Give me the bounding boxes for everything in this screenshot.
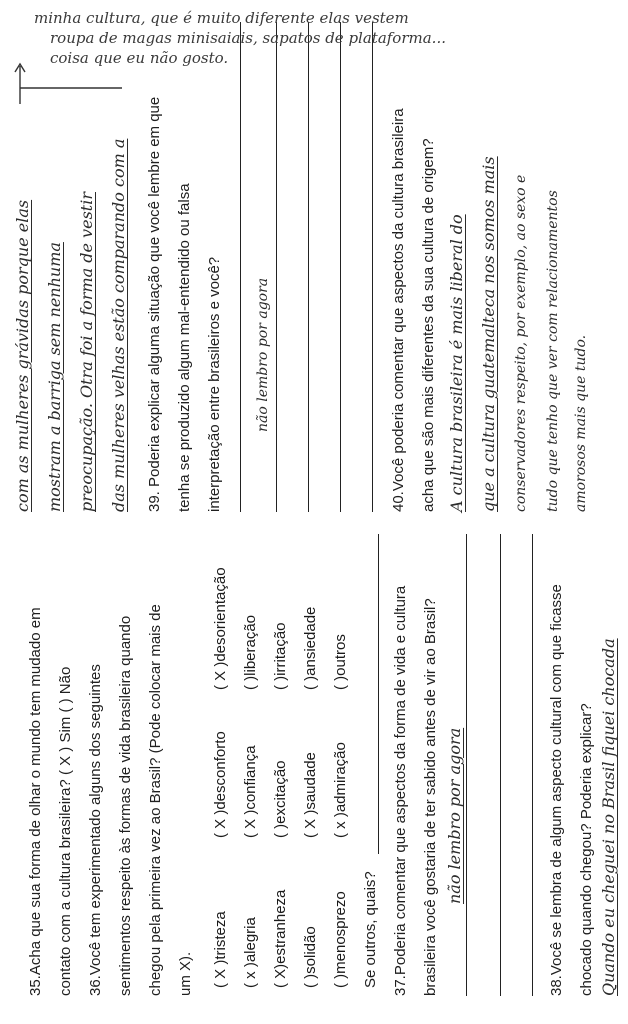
option-ansiedade: ( )ansiedade xyxy=(302,606,319,690)
q39-line-3: interpretação entre brasileiros e você? xyxy=(206,256,223,512)
q39-answer: não lembro por agora xyxy=(255,277,271,432)
option-tristeza: ( X )tristeza xyxy=(212,911,229,988)
q37-rule-2 xyxy=(500,534,501,996)
note-line-1: minha cultura, que é muito diferente elas vestem xyxy=(34,9,409,27)
option-solidao: ( )solidão xyxy=(302,926,319,988)
q40-answer-5: amorosos mais que tudo. xyxy=(573,334,589,512)
q38-answer-cont-4: das mulheres velhas estão comparando com a xyxy=(109,138,128,512)
note-arrow-icon xyxy=(14,58,124,106)
q38-answer: Quando eu cheguei no Brasil fiquei chocada xyxy=(599,638,618,996)
option-alegria: ( x )alegria xyxy=(242,917,259,988)
q36-line-3: chegou pela primeira vez ao Brasil? (Pode colocar mais de xyxy=(147,604,164,996)
option-estranheza: ( X)estranheza xyxy=(272,889,289,988)
q40-answer-2: que a cultura guatemalteca nos somos mais xyxy=(479,156,498,512)
q38-answer-cont-2: mostram a barriga sem nenhuma xyxy=(45,242,64,512)
q38-line-1: 38.Você se lembra de algum aspecto cultural com que ficasse xyxy=(548,584,565,996)
option-irritacao: ( )irritação xyxy=(272,622,289,690)
option-liberacao: ( )liberação xyxy=(242,614,259,690)
option-admiracao: ( x )admiração xyxy=(332,742,349,838)
q37-rule-1 xyxy=(466,534,467,996)
others-answer-line xyxy=(378,534,379,854)
option-menosprezo: ( )menosprezo xyxy=(332,891,349,988)
note-line-3: coisa que eu não gosto. xyxy=(50,49,229,67)
option-excitacao: ( )excitação xyxy=(272,760,289,838)
option-desorientacao: ( X )desorientação xyxy=(212,567,229,690)
q37-answer: não lembro por agora xyxy=(445,727,464,904)
q40-line-2: acha que são mais diferentes da sua cultura de origem? xyxy=(420,138,437,512)
q37-rule-3 xyxy=(532,534,533,996)
q40-answer-3: conservadores respeito, por exemplo, ao sexo e xyxy=(513,174,529,512)
note-line-2: roupa de magas minisaiais, sapatos de plataforma... xyxy=(50,29,446,47)
q36-line-2: sentimentos respeito às formas de vida brasileira quando xyxy=(117,615,134,996)
q40-answer-4: tudo que tenho que ver com relacionamentos xyxy=(545,190,561,512)
left-column xyxy=(0,524,628,1024)
q38-answer-cont-1: com as mulheres grávidas porque elas xyxy=(13,199,32,512)
q40-line-1: 40.Você poderia comentar que aspectos da cultura brasileira xyxy=(390,108,407,512)
q35-line-1: 35.Acha que sua forma de olhar o mundo tem mudado em xyxy=(27,607,44,996)
q37-line-2: brasileira você gostaria de ter sabido antes de vir ao Brasil? xyxy=(422,598,439,996)
others-label: Se outros, quais? xyxy=(362,871,379,988)
q39-line-1: 39. Poderia explicar alguma situação que você lembre em que xyxy=(146,96,163,512)
q36-line-1: 36.Você tem experimentado alguns dos seguintes xyxy=(87,664,104,996)
q39-line-2: tenha se produzido algum mal-entendido ou falsa xyxy=(176,183,193,512)
option-outros: ( )outros xyxy=(332,634,349,690)
q36-line-4: um X). xyxy=(177,951,194,996)
q35-line-2: contato com a cultura brasileira? ( X ) Sim ( ) Não xyxy=(57,666,74,996)
option-confianca: ( X )confiança xyxy=(242,745,259,838)
option-saudade: ( X )saudade xyxy=(302,752,319,838)
q38-answer-cont-3: preocupação. Otra foi a forma de vestir xyxy=(77,192,96,512)
q37-line-1: 37.Poderia comentar que aspectos da forma de vida e cultura xyxy=(392,585,409,996)
option-desconforto: ( X )desconforto xyxy=(212,731,229,838)
q40-answer-1: A cultura brasileira é mais liberal do xyxy=(447,214,466,512)
q38-line-2: chocado quando chegou? Poderia explicar? xyxy=(578,703,595,996)
